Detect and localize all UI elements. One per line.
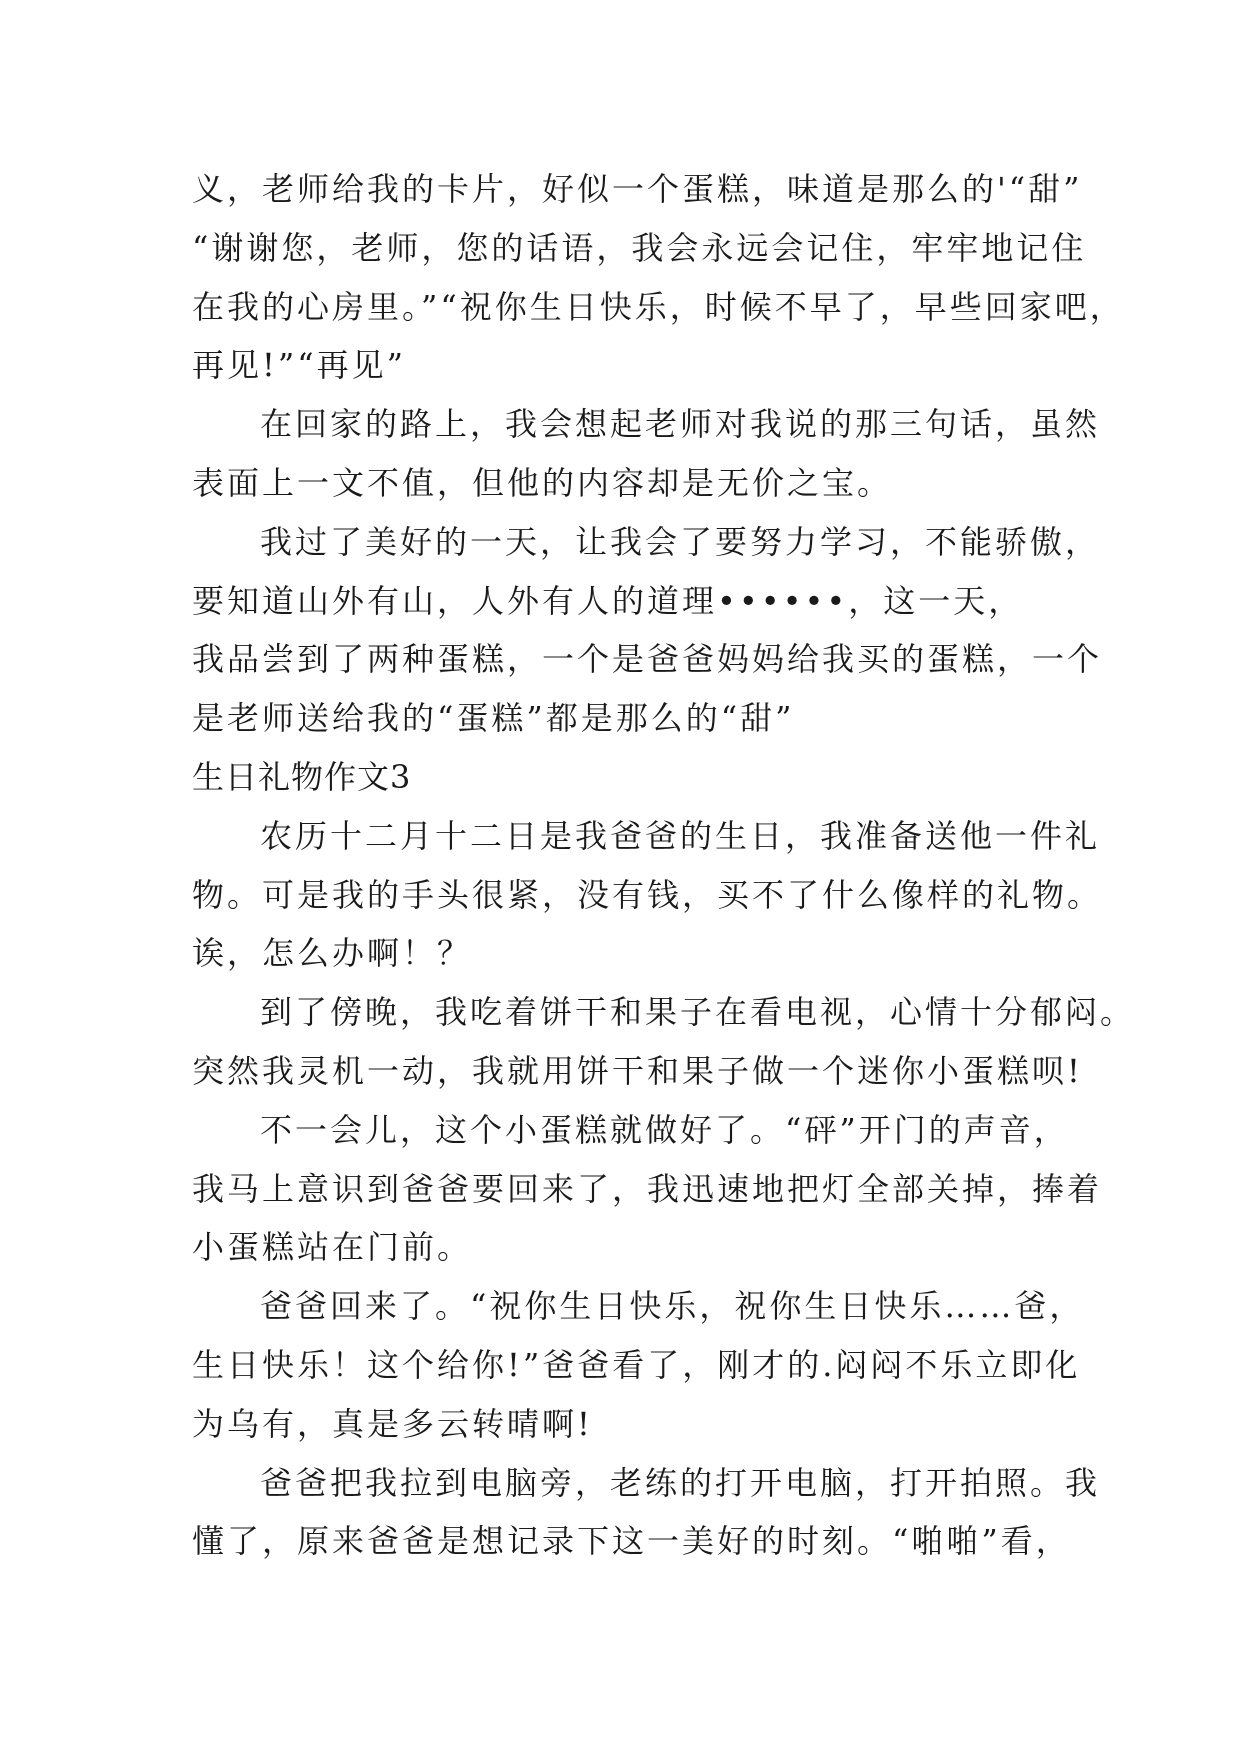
paragraph-first-line: 爸爸回来了。“祝你生日快乐，祝你生日快乐……爸，	[260, 1287, 1085, 1326]
text-line: “谢谢您，老师，您的话语，我会永远会记住，牢牢地记住	[192, 228, 1087, 267]
paragraph-first-line: 在回家的路上，我会想起老师对我说的那三句话，虽然	[260, 405, 1101, 444]
paragraph-first-line: 我过了美好的一天，让我会了要努力学习，不能骄傲，	[260, 522, 1101, 561]
paragraph-first-line: 不一会儿，这个小蛋糕就做好了。“砰”开门的声音，	[260, 1110, 1069, 1149]
paragraph-first-line: 农历十二月十二日是我爸爸的生日，我准备送他一件礼	[260, 816, 1101, 855]
text-line: 懂了，原来爸爸是想记录下这一美好的时刻。“啪啪”看，	[192, 1522, 1071, 1561]
text-line: 在我的心房里。”“祝你生日快乐，时候不早了，早些回家吧，	[192, 287, 1125, 326]
text-line: 生日快乐！这个给你!”爸爸看了，刚才的.闷闷不乐立即化	[192, 1345, 1081, 1384]
text-line: 突然我灵机一动，我就用饼干和果子做一个迷你小蛋糕呗!	[192, 1051, 1083, 1090]
text-line: 我品尝到了两种蛋糕，一个是爸爸妈妈给我买的蛋糕，一个	[192, 640, 1103, 679]
text-line: 义，老师给我的卡片，好似一个蛋糕，味道是那么的'“甜”	[192, 170, 1083, 208]
text-line: 为乌有，真是多云转晴啊!	[192, 1404, 593, 1443]
text-line: 是老师送给我的“蛋糕”都是那么的“甜”	[192, 699, 795, 738]
text-line: 小蛋糕站在门前。	[192, 1228, 473, 1267]
text-line: 表面上一文不值，但他的内容却是无价之宝。	[192, 463, 893, 502]
text-line: 诶，怎么办啊！？	[192, 934, 473, 973]
text-line: 物。可是我的手头很紧，没有钱，买不了什么像样的礼物。	[192, 875, 1103, 914]
text-line: 要知道山外有山，人外有人的道理••••••，这一天，	[192, 581, 1024, 620]
document-body	[192, 160, 1136, 1571]
text-line: 再见!”“再见”	[192, 346, 406, 385]
paragraph-first-line: 爸爸把我拉到电脑旁，老练的打开电脑，打开拍照。我	[260, 1463, 1101, 1502]
section-heading: 生日礼物作文3	[192, 757, 412, 796]
text-line: 我马上意识到爸爸要回来了，我迅速地把灯全部关掉，捧着	[192, 1169, 1103, 1208]
paragraph-first-line: 到了傍晚，我吃着饼干和果子在看电视，心情十分郁闷。	[260, 993, 1136, 1032]
